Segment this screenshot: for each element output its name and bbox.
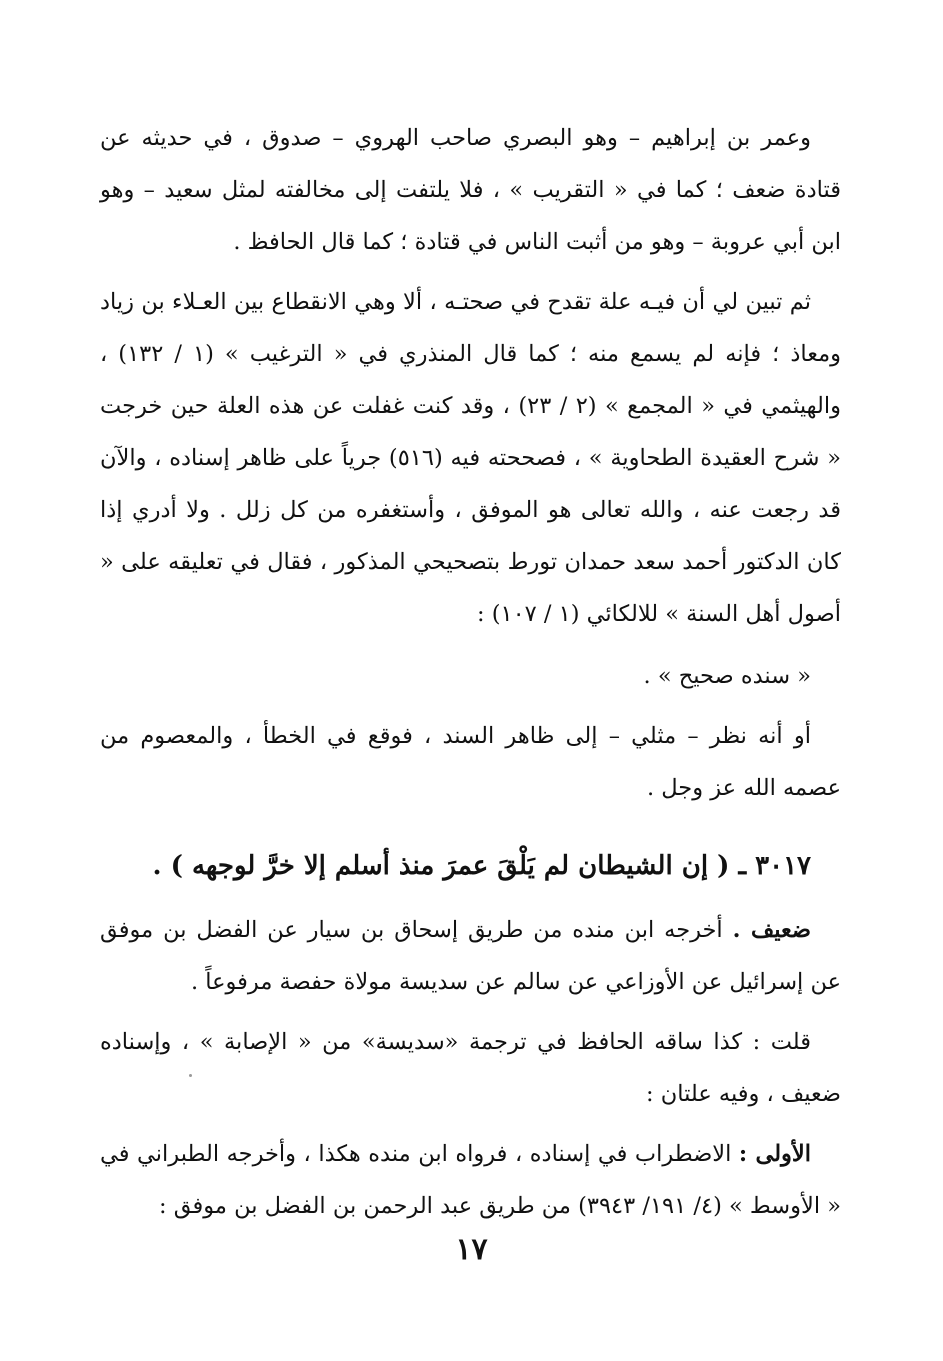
grading-label: ضعيف . bbox=[732, 917, 811, 943]
paragraph-grading bbox=[100, 904, 841, 1008]
scan-speck bbox=[189, 1074, 192, 1077]
paragraph-note: قلت : كذا ساقه الحافظ في ترجمة «سديسة» من « الإصابة » ، وإسناده ضعيف ، وفيه علتان : bbox=[100, 1029, 841, 1107]
paragraph-first-illa bbox=[100, 1128, 841, 1232]
first-illa-text: الاضطراب في إسناده ، فرواه ابن منده هكذا ، وأخرجه الطبراني في « الأوسط » (٤/ ١٩١/ ٣٩٤٣) من طريق عبد الرحمن بن الفضل بن موفق : bbox=[100, 1141, 841, 1219]
text-column bbox=[100, 112, 841, 1232]
paragraph-inqita-illa: ثم تبين لي أن فيـه علة تقدح في صحتـه ، ألا وهي الانقطاع بين العـلاء بن زياد ومعاذ ؛ فإنه لم يسمع منه ؛ كما قال المنذري في « الترغيب » (١ / ١٣٢) ، والهيثمي في « المجمع » (٢ / ٢٣) ، وقد كنت غفلت عن هذه العلة حين خرجت « شرح العقيدة الطحاوية » ، فصححته فيه (٥١٦) جرياً على ظاهر إسناده ، والآن قد رجعت عنه ، والله تعالى هو الموفق ، وأستغفره من كل زلل . ولا أدري إذا كان الدكتور أحمد سعد حمدان تورط بتصحيحي المذكور ، فقال في تعليقه على « أصول أهل السنة » للالكائي (١ / ١٠٧) : bbox=[100, 289, 841, 627]
paragraph-after-quote: أو أنه نظر – مثلي – إلى ظاهر السند ، فوقع في الخطأ ، والمعصوم من عصمه الله عز وجل . bbox=[100, 723, 841, 801]
grading-text: أخرجه ابن منده من طريق إسحاق بن سيار عن الفضل بن موفق عن إسرائيل عن الأوزاعي عن سالم عن سديسة مولاة حفصة مرفوعاً . bbox=[100, 917, 841, 995]
page-number: ١٧ bbox=[455, 1232, 488, 1267]
first-illa-label: الأولى : bbox=[738, 1141, 811, 1167]
quoted-grading: « سنده صحيح » . bbox=[643, 663, 811, 689]
paragraph-umar-ibn-ibrahim: وعمر بن إبراهيم – وهو البصري صاحب الهروي – صدوق ، في حديثه عن قتادة ضعف ؛ كما في « التقريب » ، فلا يلتفت إلى مخالفته لمثل سعيد – وهو ابن أبي عروبة – وهو من أثبت الناس في قتادة ؛ كما قال الحافظ . bbox=[100, 125, 841, 255]
hadith-heading: ٣٠١٧ ـ ( إن الشيطان لم يَلْقَ عمرَ منذ أسلم إلا خرَّ لوجهه ) . bbox=[152, 851, 811, 881]
